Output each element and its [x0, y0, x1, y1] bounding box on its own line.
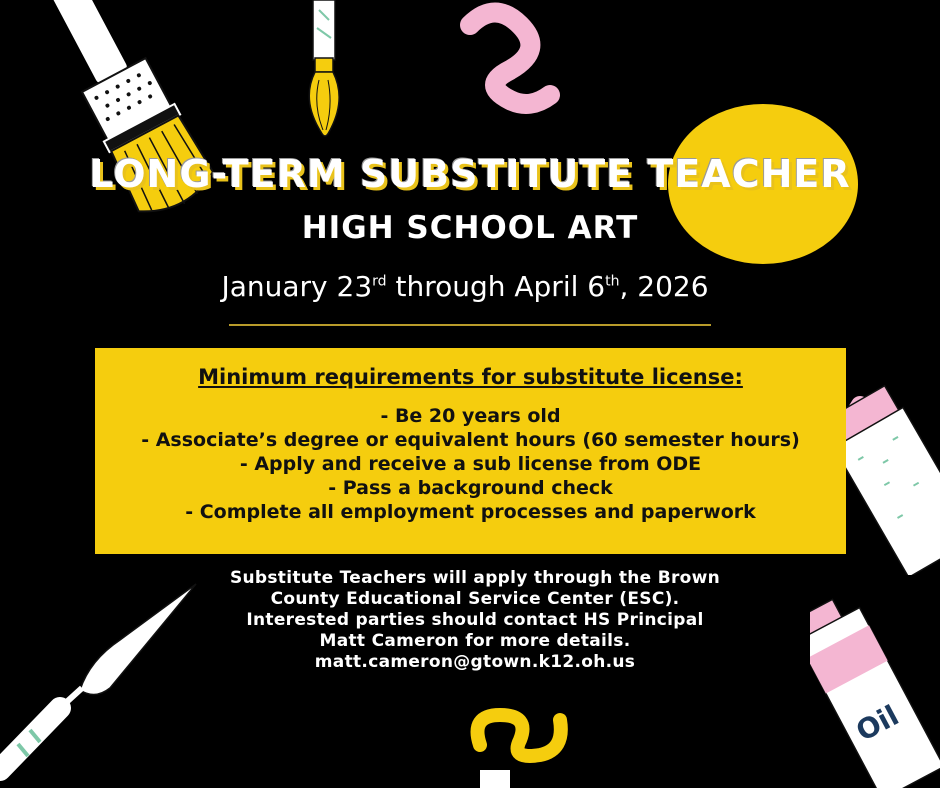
pink-squiggle-decoration — [440, 0, 570, 120]
contact-line: Matt Cameron for more details. — [319, 631, 631, 651]
date-start: January 23 — [221, 270, 373, 303]
poster-title: LONG-TERM SUBSTITUTE TEACHER — [89, 152, 851, 196]
tube-label: Oil — [850, 698, 905, 748]
contact-info — [160, 568, 790, 673]
contact-line: Interested parties should contact HS Principal — [246, 610, 704, 630]
date-start-suffix: rd — [372, 273, 387, 290]
requirement-item: - Apply and receive a sub license from ODE — [239, 453, 702, 475]
contact-line: County Educational Service Center (ESC). — [270, 589, 680, 609]
round-brush-icon — [295, 0, 355, 145]
requirement-item: - Be 20 years old — [380, 405, 561, 427]
yellow-squiggle-decoration — [460, 690, 580, 788]
requirements-list — [95, 404, 846, 524]
requirement-item: - Complete all employment processes and paperwork — [185, 501, 756, 523]
requirements-heading: Minimum requirements for substitute license: — [198, 365, 743, 389]
contact-email[interactable]: matt.cameron@gtown.k12.oh.us — [314, 652, 636, 672]
contact-line: Substitute Teachers will apply through the Brown — [229, 568, 721, 588]
paint-brush-icon — [40, 0, 240, 240]
date-through: through April 6 — [386, 270, 606, 303]
poster-subtitle: HIGH SCHOOL ART — [301, 210, 639, 246]
date-range — [0, 270, 930, 303]
divider-line — [229, 324, 711, 326]
date-year: , 2026 — [619, 270, 709, 303]
requirement-item: - Pass a background check — [328, 477, 613, 499]
oil-tube-icon — [810, 590, 940, 788]
requirement-item: - Associate’s degree or equivalent hours (60 semester hours) — [141, 429, 800, 451]
date-end-suffix: th — [605, 273, 620, 290]
